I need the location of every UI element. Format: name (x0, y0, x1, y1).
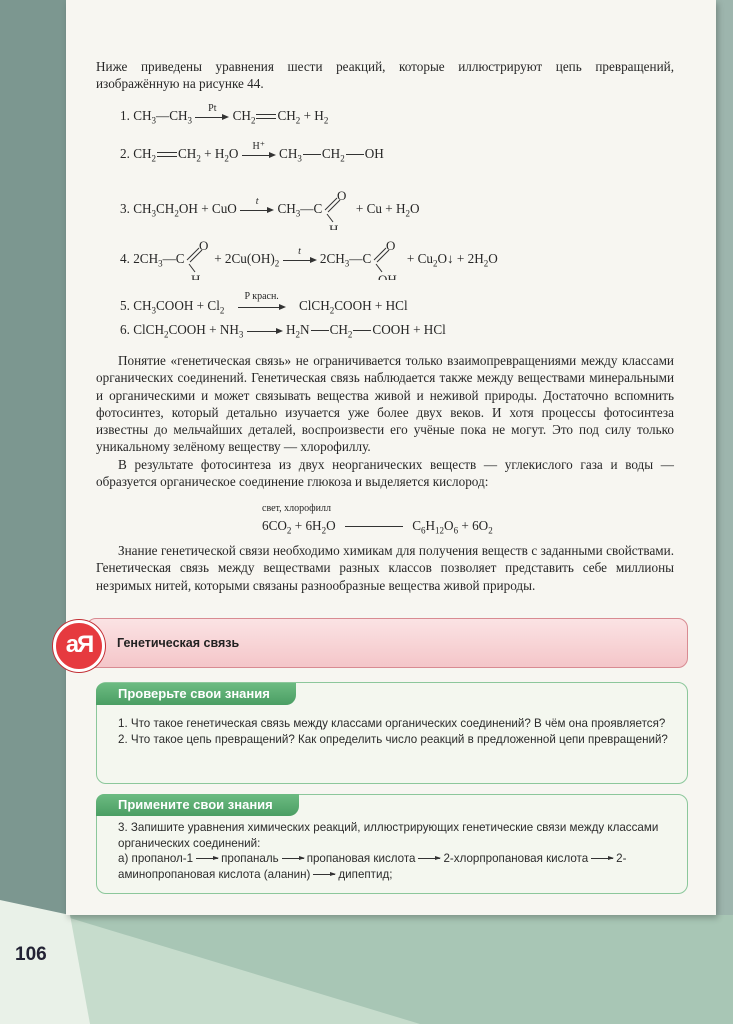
aldehyde-group-icon (185, 240, 211, 280)
paragraph-1: Понятие «генетическая связь» не ограничивается только взаимопревращениями между классами органических соединений. Генетическая связь наблюдается также между веществами минеральными и органическими и может связывать вещества живой и неживой природы. Достаточно вспомнить фотосинтез, который детально изучается уже более двух веков. И хотя процессы фотосинтеза известны до мельчайших деталей, воспроизвести его учёные пока не могут. Это под силу только уникальному зелёному веществу — хлорофиллу. (96, 353, 674, 455)
arrow-icon (345, 526, 403, 527)
svg-text:OH: OH (377, 272, 397, 280)
check-knowledge-title: Проверьте свои знания (96, 683, 296, 705)
question-3: 3. Запишите уравнения химических реакций, иллюстрирующих генетические связи между классами органических соединений: (118, 821, 659, 850)
reaction-2: 2. $CH_2$ $CH_2 + H_2O$ H⁺ $CH_3$ $CH_2$ OH (120, 140, 384, 164)
svg-text:O: O (336, 190, 346, 203)
svg-text:H: H (328, 222, 338, 230)
arrow-icon (313, 874, 335, 875)
paragraph-2: В результате фотосинтеза из двух неорганических веществ — углекислого газа и воды — образуется органическое соединение глюкоза и выделяется кислород: (96, 456, 674, 490)
check-knowledge-questions (118, 716, 673, 747)
arrow-icon (282, 858, 304, 859)
reaction-5: 5. $CH_3COOH + Cl_2$ P красн. ClCH$_2$COOH + HCl (120, 290, 408, 316)
svg-text:O: O (385, 240, 395, 253)
transformation-chain: а) пропанол-1 пропаналь пропановая кислота 2-хлорпропановая кислота 2-аминопропановая кислота (аланин) дипептид; (118, 852, 627, 881)
page-number: 106 (15, 944, 47, 965)
carboxyl-group-icon (372, 240, 404, 280)
arrow-icon (418, 858, 440, 859)
body-paragraph-3 (96, 542, 674, 594)
svg-text:H: H (190, 272, 201, 280)
reaction-4: 4. $2CH_3—C$ O H + $2Cu(OH)_2$ t $2CH_3—C$ O OH + $Cu_2O↓ + 2H_2O$ (120, 240, 498, 280)
aldehyde-group-icon (323, 190, 353, 230)
apply-knowledge-task (118, 820, 673, 882)
svg-text:O: O (198, 240, 209, 253)
reaction-3: 3. $CH_3CH_2OH$ + CuO t $CH_3—C$ O H + $Cu + H_2O$ (120, 190, 420, 230)
paragraph-3: Знание генетической связи необходимо химикам для получения веществ с заданными свойствами. Генетическая связь между веществами разных классов позволяет представить себе миллионы незримых нитей, которыми связаны разнообразные вещества живой природы. (96, 543, 674, 593)
key-term-icon: аЯ (53, 620, 105, 672)
question-2: 2. Что такое цепь превращений? Как определить число реакций в предложенной цепи превращений? (118, 732, 668, 746)
intro-text: Ниже приведены уравнения шести реакций, которые иллюстрируют цепь превращений, изображённую на рисунке 44. (96, 59, 674, 91)
body-paragraphs (96, 352, 674, 490)
reaction-6: 6. ClCH$_2$COOH + $NH_3$ $H_2N$ $CH_2$ COOH + HCl (120, 322, 446, 340)
apply-knowledge-title: Примените свои знания (96, 794, 299, 816)
arrow-icon (196, 858, 218, 859)
photosynthesis-equation: $6CO_2 + 6H_2O$ $C_6H_{12}O_6 + 6O_2$ (262, 518, 493, 536)
arrow-icon (591, 858, 613, 859)
photosynthesis-condition: свет, хлорофилл (262, 503, 331, 514)
question-1: 1. Что такое генетическая связь между классами органических соединений? В чём она проявляется? (118, 717, 666, 730)
key-term-label: Генетическая связь (117, 636, 240, 650)
reaction-1: 1. $CH_3—CH_3$ Pt $CH_2$ $CH_2 + H_2$ (120, 102, 329, 126)
